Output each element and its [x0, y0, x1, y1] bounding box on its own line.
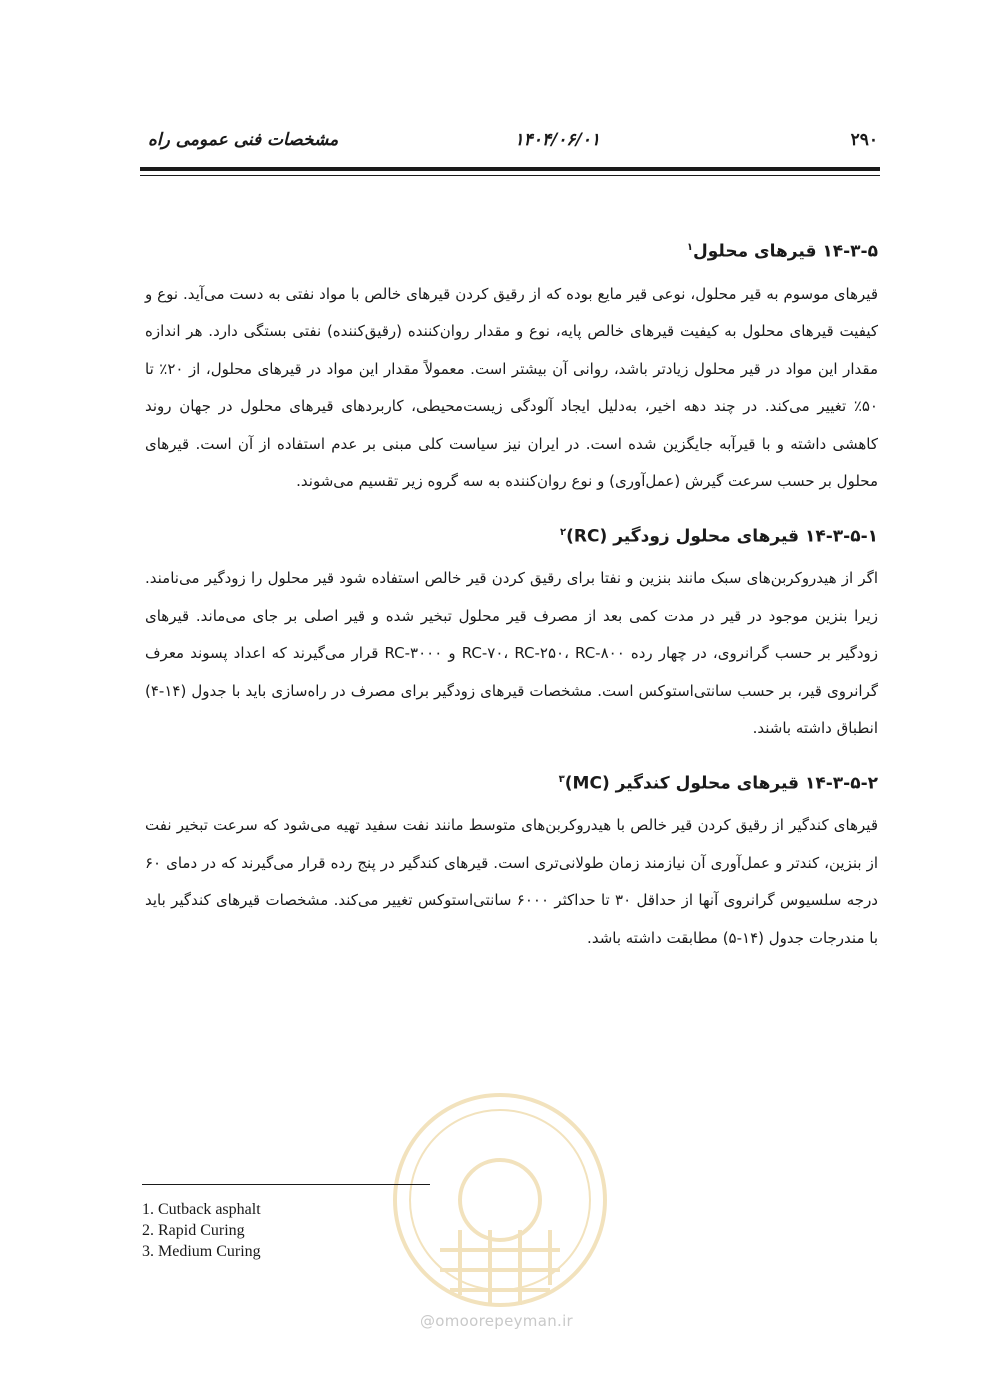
header-rule-thin	[140, 175, 880, 176]
watermark-text: @omoorepeyman.ir	[419, 1312, 574, 1330]
running-header	[148, 130, 878, 160]
header-date: ۱۴۰۴/۰۶/۰۱	[514, 130, 600, 150]
footnote-item: 1. Cutback asphalt	[142, 1201, 261, 1218]
footnotes	[142, 1199, 542, 1262]
subsection-paragraph-mc: قیرهای کندگیر از رقیق کردن قیر خالص با هیدروکربن‌های متوسط مانند نفت سفید تهیه می‌شود که سرعت تبخیر نفت از بنزین، کندتر و عمل‌آوری آن نیازمند زمان طولانی‌تری است. قیرهای کندگیر در پنج رده قرار می‌گیرند که در دمای ۶۰ درجه سلسیوس گرانروی آنها از حداقل ۳۰ تا حداکثر ۶۰۰۰ سانتی‌استوکس تغییر می‌کند. مشخصات قیرهای کندگیر باید با مندرجات جدول (۱۴-۵) مطابقت داشته باشد.	[145, 816, 878, 947]
header-title: مشخصات فنی عمومی راه	[148, 130, 339, 150]
footnote-ref-1: ۱	[686, 242, 694, 253]
subsection-heading-mc-text: ۱۴-۳-۵-۲ قیرهای محلول کندگیر (MC)	[564, 773, 878, 794]
section-heading-text: ۱۴-۳-۵ قیرهای محلول	[693, 241, 878, 262]
header-rule-thick	[140, 167, 880, 171]
page-number: ۲۹۰	[850, 130, 878, 150]
subsection-heading-rc	[145, 513, 878, 557]
section-paragraph: قیرهای موسوم به قیر محلول، نوعی قیر مایع بوده که از رقیق کردن قیرهای خالص با مواد نفتی به دست می‌آید. نوع و کیفیت قیرهای محلول به کیفیت قیرهای خالص پایه، نوع و مقدار روان‌کننده (رقیق‌کننده) نفتی بستگی دارد. هر اندازه مقدار این مواد در قیر محلول زیادتر باشد، روانی آن بیشتر است. معمولاً مقدار این مواد در قیرهای محلول، از ۲۰٪ تا ۵۰٪ تغییر می‌کند. در چند دهه اخیر، به‌دلیل ایجاد آلودگی زیست‌محیطی، کاربردهای قیرهای محلول در جهان روند کاهشی داشته و با قیرآبه جایگزین شده است. در ایران نیز سیاست کلی مبنی بر عدم استفاده از آن است. قیرهای محلول بر حسب سرعت گیرش (عمل‌آوری) و نوع روان‌کننده به سه گروه زیر تقسیم می‌شوند.	[145, 284, 878, 491]
subsection-paragraph-rc: اگر از هیدروکربن‌های سبک مانند بنزین و نفتا برای رقیق کردن قیر خالص استفاده شود قیر محلول را زودگیر می‌نامند. زیرا بنزین موجود در قیر در مدت کمی بعد از مصرف قیر محلول تبخیر شده و قیر اصلی بر جای می‌ماند. قیرهای زودگیر بر حسب گرانروی، در چهار رده RC-۷۰، RC-۲۵۰، RC-۸۰۰ و RC-۳۰۰۰ قرار می‌گیرند که اعداد پسوند معرف گرانروی قیر، بر حسب سانتی‌استوکس است. مشخصات قیرهای زودگیر برای مصرف در راه‌سازی باید با جدول (۱۴-۴) انطباق داشته باشند.	[145, 569, 879, 738]
subsection-heading-mc	[145, 760, 878, 804]
footnote-rule	[142, 1184, 430, 1185]
subsection-heading-rc-text: ۱۴-۳-۵-۱ قیرهای محلول زودگیر (RC)	[566, 526, 878, 547]
footnote-ref-2: ۲	[560, 526, 567, 538]
footnote-ref-3: ۳	[558, 773, 565, 785]
main-content	[145, 228, 878, 957]
footnote-item: 3. Medium Curing	[142, 1243, 261, 1260]
footnote-item: 2. Rapid Curing	[142, 1222, 245, 1239]
section-heading	[145, 228, 878, 272]
